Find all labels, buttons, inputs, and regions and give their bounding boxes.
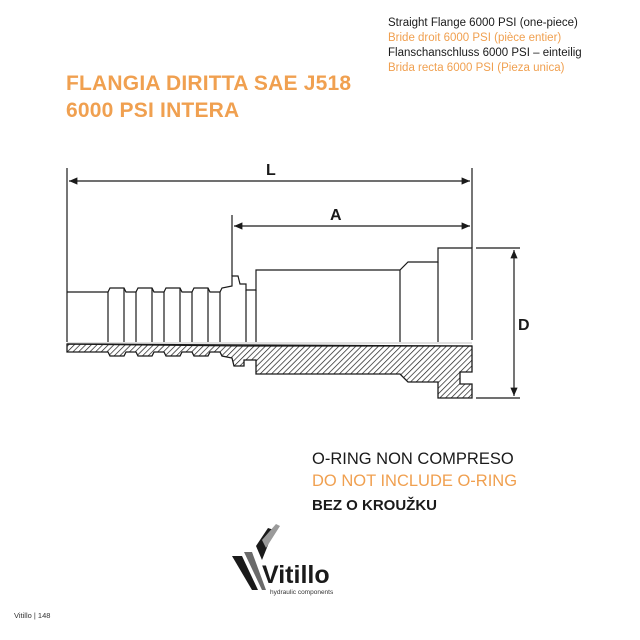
page-title-line2: 6000 PSI INTERA (66, 99, 240, 122)
subtitle-de: Flanschanschluss 6000 PSI – einteilig (388, 47, 582, 59)
dimension-label-d: D (518, 317, 530, 334)
subtitle-es: Brida recta 6000 PSI (Pieza unica) (388, 62, 565, 74)
dimension-label-a: A (330, 207, 342, 224)
brand-name: Vitillo (262, 561, 330, 589)
dimension-label-l: L (266, 162, 276, 179)
note-oring-en: DO NOT INCLUDE O-RING (312, 472, 518, 490)
note-oring-it: O-RING NON COMPRESO (312, 450, 514, 468)
page-title-line1: FLANGIA DIRITTA SAE J518 (66, 72, 352, 95)
page-footer: Vitillo | 148 (14, 611, 51, 620)
brand-tagline: hydraulic components (270, 589, 334, 596)
subtitle-fr: Bride droit 6000 PSI (pièce entier) (388, 32, 562, 44)
hose-barb-ribs (108, 262, 438, 342)
note-oring-cz: BEZ O KROUŽKU (312, 497, 437, 514)
subtitle-en: Straight Flange 6000 PSI (one-piece) (388, 17, 578, 29)
fitting-cross-section (67, 344, 472, 398)
fitting-outline-top (67, 248, 472, 342)
